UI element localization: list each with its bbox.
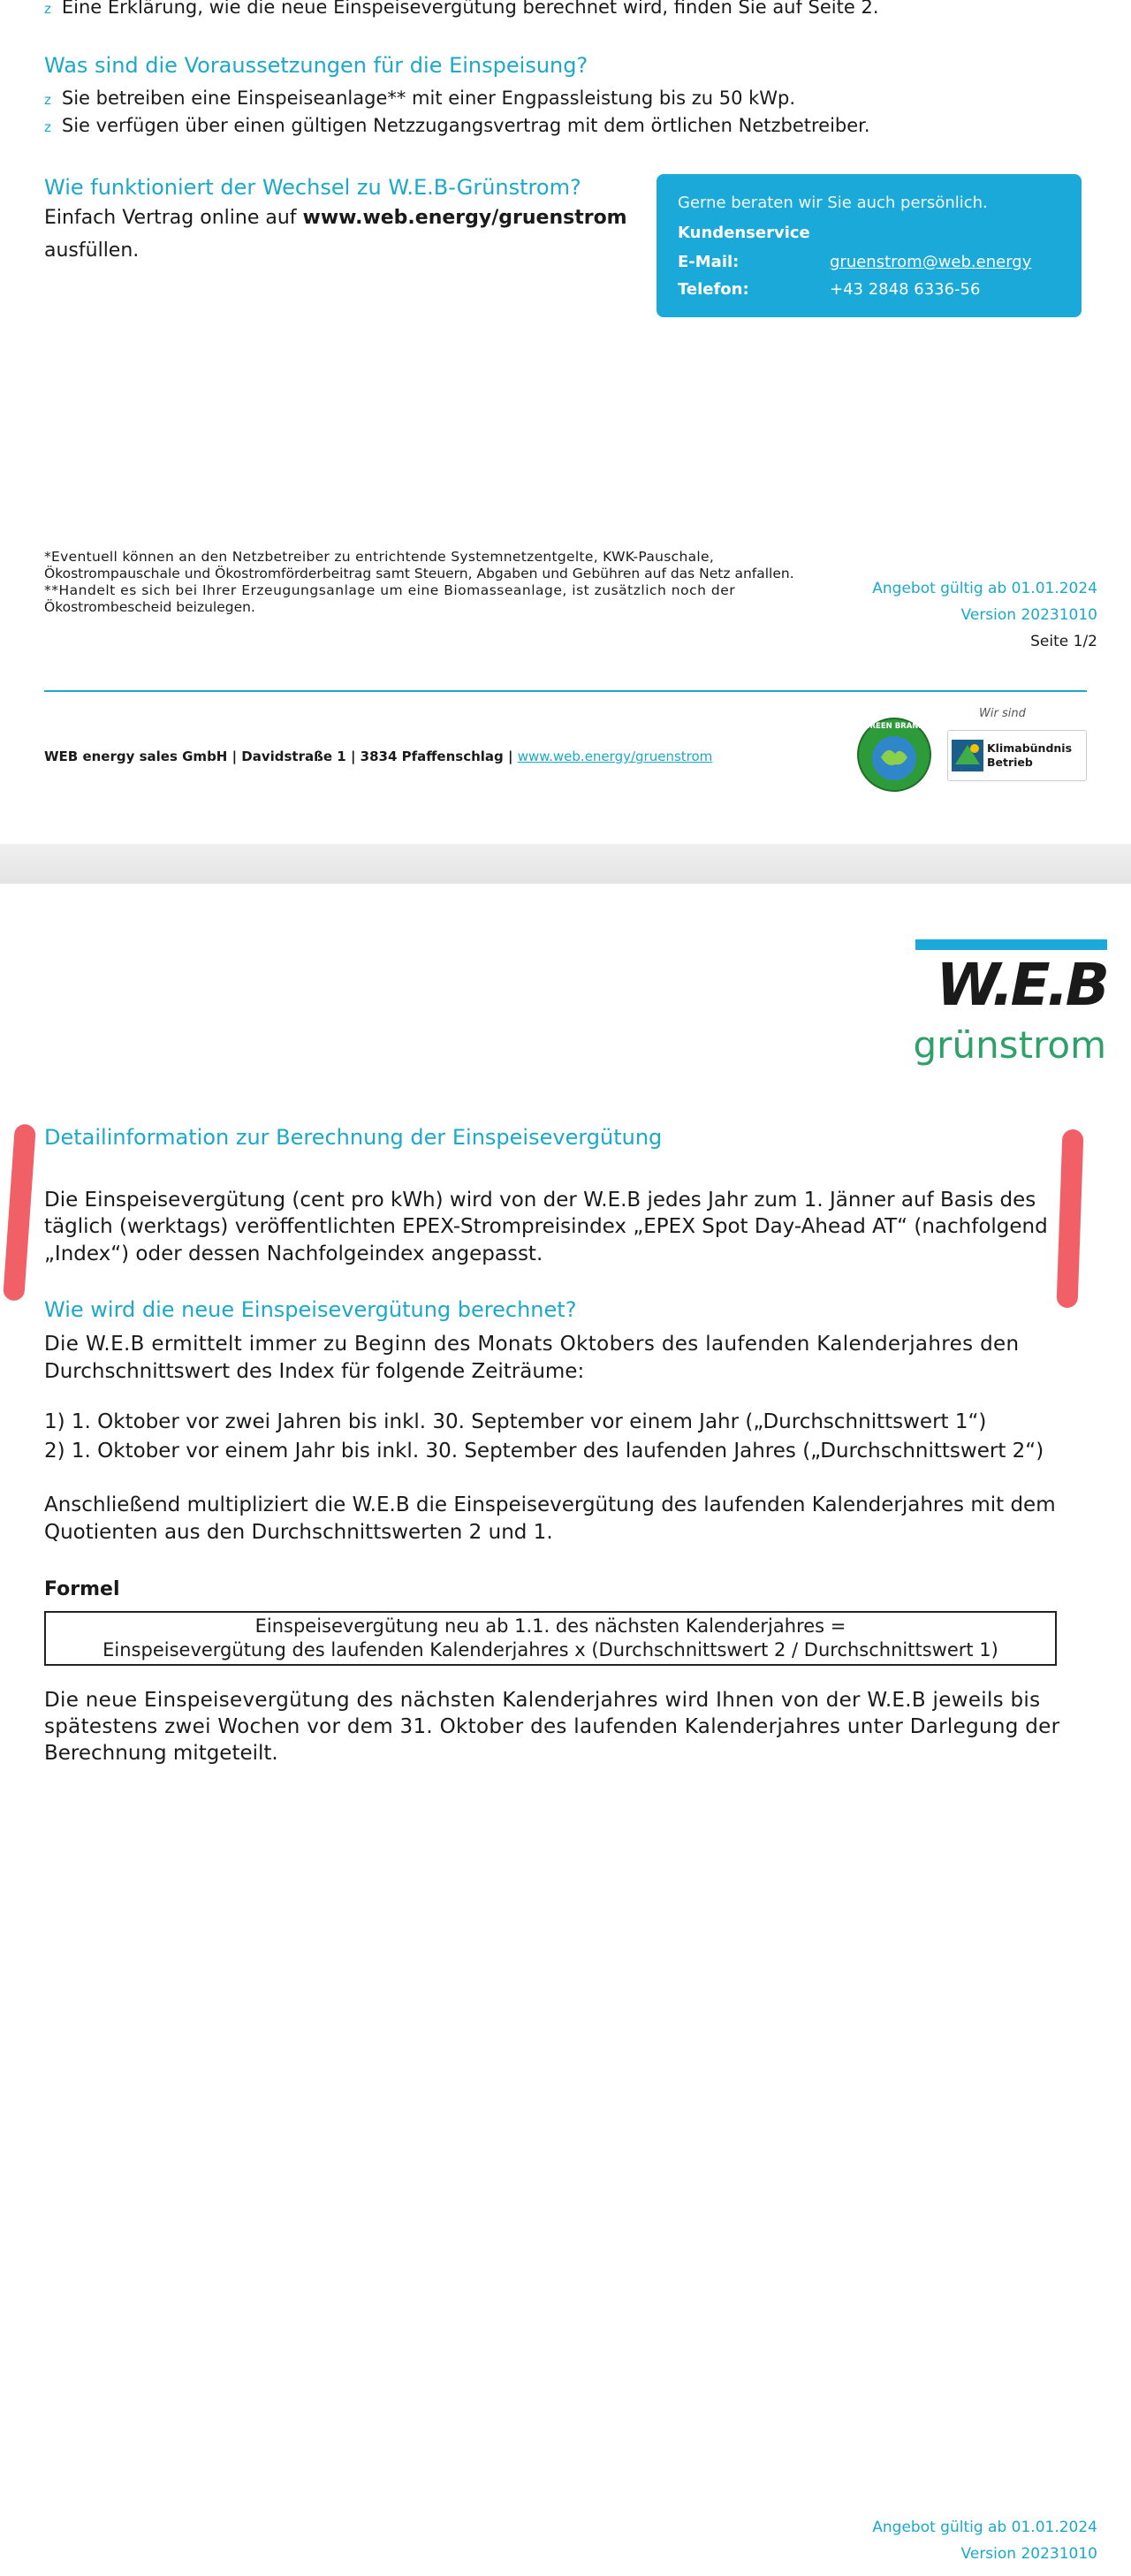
requirements-heading: Was sind die Voraussetzungen für die Einspeisung? xyxy=(44,53,588,78)
switch-instruction: Einfach Vertrag online auf www.web.energy/gruenstrom xyxy=(44,207,627,229)
highlight-marker-left xyxy=(3,1123,36,1301)
footnote-line: Ökostrombescheid beizulegen. xyxy=(44,599,255,615)
bullet-icon: z xyxy=(44,1,51,17)
notice-line: spätestens zwei Wochen vor dem 31. Oktober des laufenden Kalenderjahres unter Darlegung der xyxy=(44,1715,1060,1738)
bullet-icon: z xyxy=(44,119,51,135)
company-website-link[interactable]: www.web.energy/gruenstrom xyxy=(517,748,713,764)
notice-line: Berechnung mitgeteilt. xyxy=(44,1742,278,1765)
period-item: 2) 1. Oktober vor einem Jahr bis inkl. 30. September des laufenden Jahres („Durchschnittswert 2“) xyxy=(44,1440,1044,1463)
formula-line-1: Einspeisevergütung neu ab 1.1. des nächsten Kalenderjahres = xyxy=(254,1615,846,1637)
period-item: 1) 1. Oktober vor zwei Jahren bis inkl. 30. September vor einem Jahr („Durchschnittswert 1“) xyxy=(44,1410,987,1433)
switch-instruction-end: ausfüllen. xyxy=(44,239,140,262)
gruenstrom-logo: grünstrom xyxy=(913,1023,1106,1067)
web-logo: W.E.B xyxy=(936,951,1106,1019)
klimabuendnis-icon xyxy=(952,740,983,771)
page2-version-note: Version 20231010 xyxy=(960,2545,1097,2563)
logo-accent-bar xyxy=(915,939,1107,950)
green-brand-text: GREEN BRAND xyxy=(863,722,925,731)
page-number: Seite 1/2 xyxy=(1030,633,1097,650)
page2-offer-valid-note: Angebot gültig ab 01.01.2024 xyxy=(872,2519,1097,2536)
formula-label: Formel xyxy=(44,1578,120,1600)
phone-number[interactable]: +43 2848 6336-56 xyxy=(830,280,981,299)
notice-line: Die neue Einspeisevergütung des nächsten Kalenderjahres wird Ihnen von der W.E.B jeweils bis xyxy=(44,1689,1041,1712)
requirement-item: z Sie betreiben eine Einspeiseanlage** mit einer Engpassleistung bis zu 50 kWp. xyxy=(44,87,796,109)
phone-label: Telefon: xyxy=(678,280,749,299)
green-brand-badge xyxy=(856,717,932,793)
signup-link[interactable]: www.web.energy/gruenstrom xyxy=(302,207,627,229)
intro-line: „Index“) oder dessen Nachfolgeindex angepasst. xyxy=(44,1242,543,1265)
formula-line-2: Einspeisevergütung des laufenden Kalenderjahres x (Durchschnittswert 2 / Durchschnittswert 1) xyxy=(102,1639,998,1660)
highlight-marker-right xyxy=(1056,1129,1083,1309)
bullet-icon: z xyxy=(44,92,51,108)
footnote-line: *Eventuell können an den Netzbetreiber zu entrichtende Systemnetzentgelte, KWK-Pauschale, xyxy=(44,549,715,565)
requirement-item: z Sie verfügen über einen gültigen Netzzugangsvertrag mit dem örtlichen Netzbetreiber. xyxy=(44,115,870,136)
page-separator xyxy=(0,844,1131,884)
email-label: E-Mail: xyxy=(678,253,740,271)
calc-heading: Wie wird die neue Einspeisevergütung berechnet? xyxy=(44,1297,577,1322)
footnote-line: Ökostrompauschale und Ökostromförderbeitrag samt Steuern, Abgaben und Gebühren auf das Netz anfallen. xyxy=(44,566,794,581)
top-note-line: z Eine Erklärung, wie die neue Einspeisevergütung berechnet wird, finden Sie auf Seite 2. xyxy=(44,0,879,18)
footnote-line: **Handelt es sich bei Ihrer Erzeugungsanlage um eine Biomasseanlage, ist zusätzlich noch der xyxy=(44,582,736,598)
we-are-text: Wir sind xyxy=(979,707,1026,720)
multiply-line: Quotienten aus den Durchschnittswerten 2 und 1. xyxy=(44,1521,553,1544)
klimabuendnis-line1: Klimabündnis xyxy=(987,741,1073,755)
contact-box xyxy=(657,174,1082,317)
intro-line: Die Einspeisevergütung (cent pro kWh) wird von der W.E.B jedes Jahr zum 1. Jänner auf Basis des xyxy=(44,1189,1036,1212)
klimabuendnis-badge xyxy=(947,730,1087,781)
intro-line: täglich (werktags) veröffentlichten EPEX-Strompreisindex „EPEX Spot Day-Ahead AT“ (nachfolgend xyxy=(44,1215,1048,1238)
calc-line: Die W.E.B ermittelt immer zu Beginn des Monats Oktobers des laufenden Kalenderjahres den xyxy=(44,1333,1020,1356)
company-info: WEB energy sales GmbH | Davidstraße 1 | 3834 Pfaffenschlag | www.web.energy/gruenstrom xyxy=(44,748,713,764)
formula-box xyxy=(44,1611,1057,1666)
calc-line: Durchschnittswert des Index für folgende Zeiträume: xyxy=(44,1360,585,1383)
contact-intro: Gerne beraten wir Sie auch persönlich. xyxy=(678,194,988,212)
klimabuendnis-line2: Betrieb xyxy=(987,756,1033,769)
multiply-line: Anschließend multipliziert die W.E.B die Einspeisevergütung des laufenden Kalenderjahres mit dem xyxy=(44,1493,1056,1516)
contact-title: Kundenservice xyxy=(678,224,810,242)
version-note: Version 20231010 xyxy=(960,606,1097,624)
page2-title: Detailinformation zur Berechnung der Einspeisevergütung xyxy=(44,1125,663,1150)
offer-valid-note: Angebot gültig ab 01.01.2024 xyxy=(872,580,1097,597)
switch-heading: Wie funktioniert der Wechsel zu W.E.B-Grünstrom? xyxy=(44,175,581,200)
email-link[interactable]: gruenstrom@web.energy xyxy=(830,253,1032,271)
footer-divider xyxy=(44,690,1087,692)
